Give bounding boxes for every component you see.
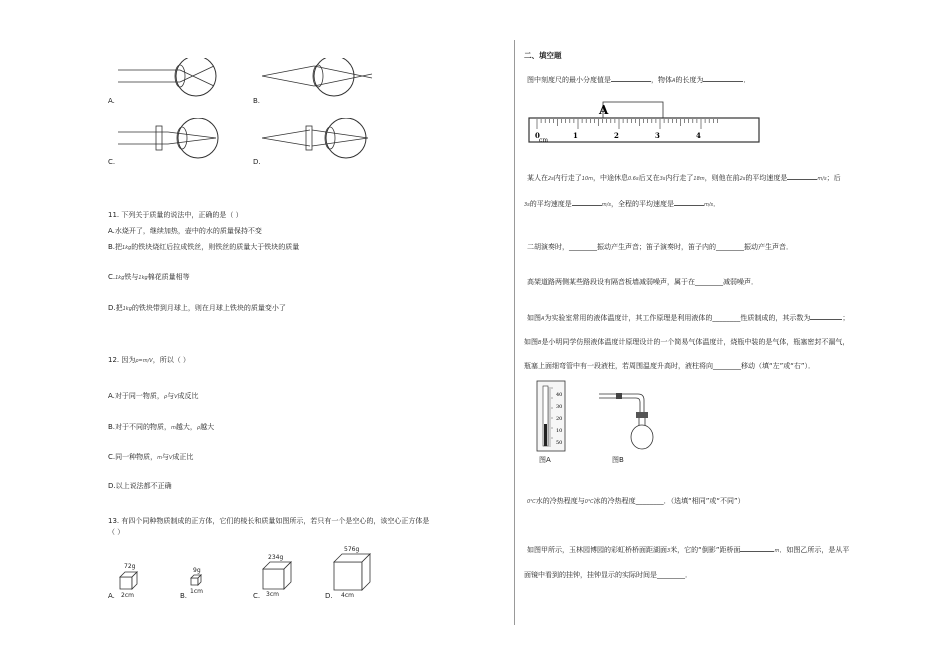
cube-c: [262, 561, 292, 590]
ruler-tick-3: 3: [655, 131, 660, 140]
cube-b: [190, 574, 204, 588]
q11-option-c: C.1kg铁与1kg棉花质量相等: [108, 273, 190, 281]
thermo-label-2: 30: [556, 404, 563, 410]
cube-d-edge: 4cm: [341, 592, 354, 599]
ruler-tick-4: 4: [696, 131, 701, 140]
cube-d-label: D.: [325, 592, 333, 600]
q2-line1: 某人在2s内行走了10m，中途休息0.6s后又在3s内行走了18m，则他在前2s的平均速度是 m/s；后: [527, 174, 841, 182]
q12-stem: 12. 因为ρ=m/V，所以（ ）: [108, 356, 190, 364]
q3-text: 二胡演奏时，________振动产生声音；笛子演奏时，笛子内的________振动产生声音．: [527, 243, 793, 251]
q6-text: 0℃水的冷热程度与0℃冰的冷热程度________．（选填“相同”或“不同”）: [527, 497, 745, 505]
cube-a: [118, 570, 140, 590]
q5-line1: 如图A为实验室常用的液体温度计，其工作原理是利用液体的________性质制成的，其示数为 ；: [527, 314, 850, 322]
q7-line2: 面镜中看到的挂钟，挂钟显示的实际时间是________．: [524, 571, 692, 579]
cube-b-mass: 9g: [193, 567, 201, 574]
ruler-tick-2: 2: [614, 131, 619, 140]
ruler-unit: cm: [539, 137, 549, 144]
q12-option-a: A.对于同一物质，ρ与V成反比: [108, 392, 199, 400]
cube-d-mass: 576g: [344, 546, 360, 553]
eye-diagram-c: [118, 118, 228, 160]
q5-line3: 瓶塞上面细弯管中有一段液柱，若周围温度升高时，液柱将向________移动（填“左”或“右”）．: [524, 362, 816, 370]
q13-paren: （ ）: [108, 528, 125, 536]
q12-option-b: B.对于不同的物质，m越大，ρ越大: [108, 423, 215, 431]
cube-d: [333, 553, 371, 591]
q11-option-a: A.水烧开了，继续加热，壶中的水的质量保持不变: [108, 227, 262, 235]
q5-line2: 如图B是小明同学仿照液体温度计原理设计的一个简易气体温度计，烧瓶中装的是气体，瓶塞密封不漏气，: [524, 338, 850, 346]
cube-c-edge: 3cm: [266, 591, 279, 598]
cube-c-mass: 234g: [268, 554, 284, 561]
gas-thermometer-figure-b: [598, 384, 654, 452]
eye-diagram-d: [262, 118, 382, 160]
column-divider: [514, 40, 515, 625]
eye-label-b: B.: [253, 97, 261, 105]
q12-option-d: D.以上说法都不正确: [108, 482, 172, 490]
thermo-label-3: 20: [556, 416, 563, 422]
q1-text: 图中刻度尺的最小分度值是 ，物体A的长度为 ．: [527, 76, 751, 84]
cube-b-edge: 1cm: [190, 588, 203, 595]
cube-a-edge: 2cm: [121, 592, 134, 599]
thermometer-figure-a: [536, 380, 566, 452]
fig-b-caption: 图B: [612, 456, 624, 464]
q12-option-c: C.同一种物质，m与V成正比: [108, 453, 194, 461]
section-title: 二、填空题: [524, 51, 562, 60]
eye-label-a: A.: [108, 97, 115, 105]
q2-line2: 3s的平均速度是 m/s，全程的平均速度是 m/s．: [524, 200, 721, 208]
q4-text: 高架道路两侧某些路段设有隔音板墙减弱噪声，属于在________减弱噪声．: [527, 278, 758, 286]
ruler-block-label: A: [599, 103, 609, 117]
thermo-label-5: 50: [556, 440, 563, 446]
fig-a-caption: 图A: [539, 456, 551, 464]
ruler-tick-0: 0: [535, 131, 540, 140]
eye-diagram-b: [262, 58, 382, 98]
cube-a-label: A.: [108, 592, 115, 600]
thermo-label-4: 10: [556, 428, 563, 434]
q11-stem: 11. 下列关于质量的说法中，正确的是（ ）: [108, 211, 243, 219]
eye-label-d: D.: [253, 158, 261, 166]
ruler-tick-1: 1: [573, 131, 578, 140]
q13-stem: 13. 有四个同种物质制成的正方体，它们的棱长和质量如图所示，若只有一个是空心的，该空心正方体是: [108, 517, 430, 525]
cube-a-mass: 72g: [124, 563, 136, 570]
ruler-figure: [527, 100, 763, 146]
eye-label-c: C.: [108, 158, 116, 166]
thermo-label-1: 40: [556, 392, 563, 398]
q7-line1: 如图甲所示，玉林园博园的彩虹桥桥面距湖面3米，它的“倒影”距桥面 m．如图乙所示，是从平: [527, 546, 850, 554]
cube-b-label: B.: [180, 592, 188, 600]
q11-option-b: B.把1kg的铁块烧红后拉成铁丝，则铁丝的质量大于铁块的质量: [108, 243, 300, 251]
eye-diagram-a: [118, 58, 228, 98]
q11-option-d: D.把1kg的铁块带到月球上，则在月球上铁块的质量变小了: [108, 304, 286, 312]
cube-c-label: C.: [253, 592, 261, 600]
